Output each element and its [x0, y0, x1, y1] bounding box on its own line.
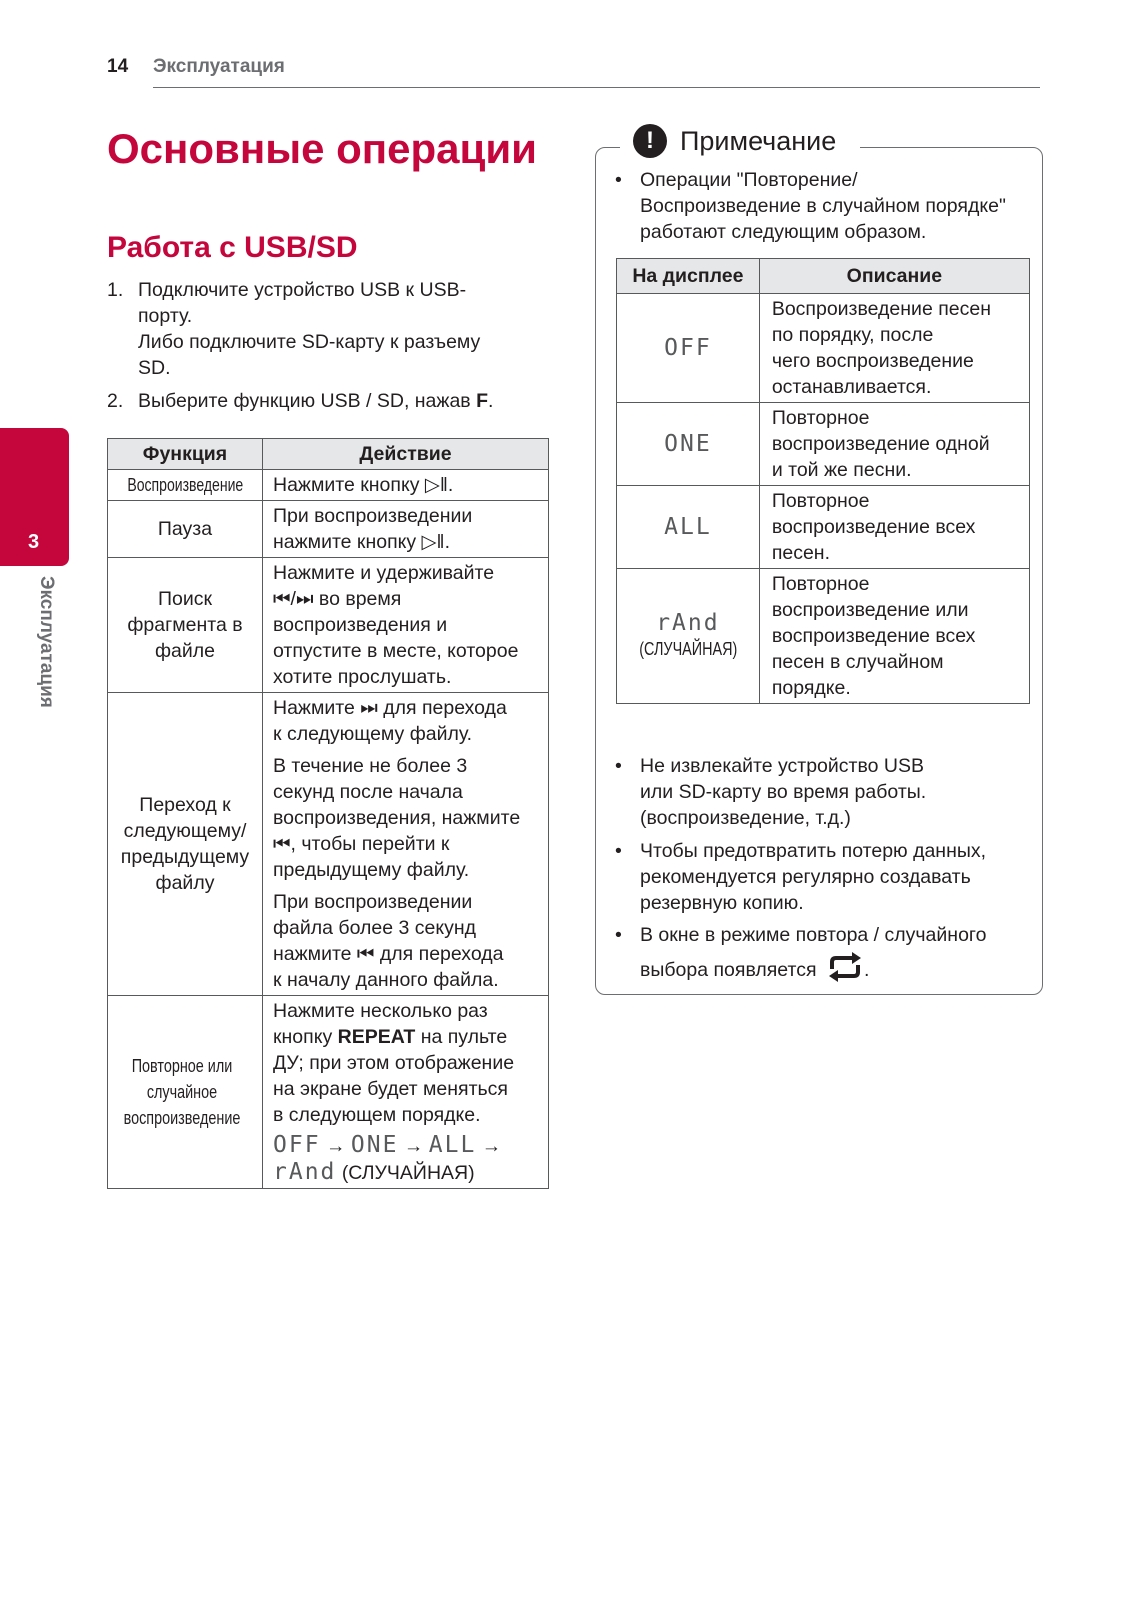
display-cell: ONE [617, 403, 760, 486]
step-text [138, 277, 538, 381]
page-title: Основные операции [107, 125, 537, 172]
step-number: 2. [107, 390, 124, 412]
repeat-icon [826, 952, 864, 989]
table-header: Действие [263, 439, 549, 470]
note-bullet: Не извлекайте устройство USB или SD-карту во время работы. (воспроизведение, т.д.) [640, 755, 927, 829]
table-row [617, 294, 1030, 403]
step-line: Либо подключите SD-карту к разъему [138, 331, 481, 353]
page-number: 14 [107, 56, 129, 77]
step-line: SD. [138, 357, 171, 379]
display-cell: OFF [617, 294, 760, 403]
header-rule [153, 87, 1040, 88]
table-row [108, 996, 549, 1189]
note-title: Примечание [680, 126, 837, 156]
table-row [108, 693, 549, 996]
chapter-number: 3 [28, 531, 40, 553]
func-cell: Переход к следующему/ предыдущему файлу [108, 693, 263, 996]
action-cell: Нажмите кнопку ▷ǁ. [263, 470, 549, 501]
display-cell: ALL [617, 486, 760, 569]
func-cell: Повторное или случайное воспроизведение [108, 996, 263, 1189]
step-text: Выберите функцию USB / SD, нажав F. [138, 390, 494, 412]
display-sequence: OFF → ONE → ALL → [273, 1132, 502, 1158]
table-row [108, 470, 549, 501]
display-cell: rAnd (СЛУЧАЙНАЯ) [617, 569, 760, 704]
desc-cell: Повторное воспроизведение всех песен. [759, 486, 1029, 569]
table-header: На дисплее [617, 259, 760, 294]
action-cell: Нажмите несколько раз кнопку REPEAT на пульте ДУ; при этом отображение на экране будет меняться в следующем порядке. OFF → ONE → ALL → rAnd (СЛУЧАЙНАЯ) [263, 996, 549, 1189]
step-line: Подключите устройство USB к USB- [138, 279, 467, 301]
note-intro: Операции "Повторение/ Воспроизведение в случайном порядке" работают следующим образом. [640, 169, 1006, 243]
func-cell: Поиск фрагмента в файле [108, 558, 263, 693]
function-table [107, 438, 549, 1189]
bullet-dot: • [615, 755, 622, 777]
section-title: Работа с USB/SD [107, 231, 358, 264]
action-cell: Нажмите ⏭ для перехода к следующему файлу. В течение не более 3 секунд после начала воспроизведения, нажмите ⏮, чтобы перейти к предыдущему файлу. При воспроизведении файла более 3 секунд нажмите ⏮ для перехода к началу данного файла. [263, 693, 549, 996]
table-header: Описание [759, 259, 1029, 294]
note-bullet: Чтобы предотвратить потерю данных, рекомендуется регулярно создавать резервную копию. [640, 840, 987, 914]
table-row [617, 486, 1030, 569]
desc-cell: Воспроизведение песен по порядку, после чего воспроизведение останавливается. [759, 294, 1029, 403]
table-row [617, 569, 1030, 704]
note-bullet: В окне в режиме повтора / случайного выбора появляется . [640, 922, 1030, 989]
table-row [617, 403, 1030, 486]
desc-cell: Повторное воспроизведение или воспроизведение всех песен в случайном порядке. [759, 569, 1029, 704]
bullet-dot: • [615, 840, 622, 862]
table-header: Функция [108, 439, 263, 470]
step-number: 1. [107, 279, 124, 301]
chapter-label: Эксплуатация [36, 576, 57, 708]
running-header: Эксплуатация [153, 56, 285, 77]
exclamation-icon: ! [633, 124, 667, 158]
action-cell: Нажмите и удерживайте ⏮/⏭ во время воспроизведения и отпустите в месте, которое хотите прослушать. [263, 558, 549, 693]
display-table [616, 258, 1030, 704]
desc-cell: Повторное воспроизведение одной и той же песни. [759, 403, 1029, 486]
step-line: порту. [138, 305, 193, 327]
func-cell: Пауза [108, 501, 263, 558]
func-cell: Воспроизведение [127, 475, 243, 495]
bullet-dot: • [615, 169, 622, 191]
table-row [108, 558, 549, 693]
action-cell: При воспроизведении нажмите кнопку ▷ǁ. [263, 501, 549, 558]
bullet-dot: • [615, 924, 622, 946]
table-row [108, 501, 549, 558]
